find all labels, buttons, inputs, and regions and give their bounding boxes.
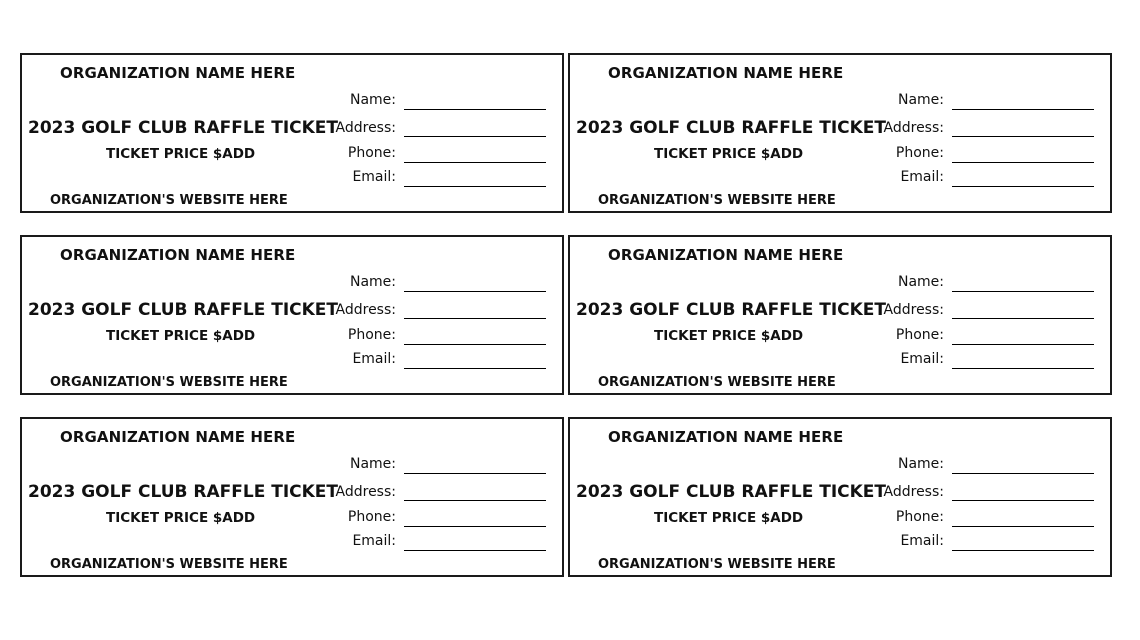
address-label: Address:: [335, 302, 396, 318]
email-line[interactable]: [404, 535, 546, 551]
organization-website: ORGANIZATION'S WEBSITE HERE: [50, 193, 288, 208]
address-label: Address:: [883, 302, 944, 318]
organization-name: ORGANIZATION NAME HERE: [60, 64, 296, 82]
email-line[interactable]: [404, 353, 546, 369]
ticket-title: 2023 GOLF CLUB RAFFLE TICKET: [576, 482, 887, 502]
ticket-title: 2023 GOLF CLUB RAFFLE TICKET: [576, 118, 887, 138]
ticket-title: 2023 GOLF CLUB RAFFLE TICKET: [28, 118, 339, 138]
ticket-title: 2023 GOLF CLUB RAFFLE TICKET: [28, 300, 339, 320]
phone-label: Phone:: [347, 327, 396, 343]
email-line[interactable]: [952, 353, 1094, 369]
address-line[interactable]: [404, 485, 546, 501]
raffle-ticket: [568, 53, 1112, 213]
phone-label: Phone:: [895, 509, 944, 525]
organization-name: ORGANIZATION NAME HERE: [60, 428, 296, 446]
email-label: Email:: [352, 351, 396, 367]
address-label: Address:: [335, 484, 396, 500]
phone-line[interactable]: [952, 511, 1094, 527]
address-line[interactable]: [952, 303, 1094, 319]
address-line[interactable]: [952, 121, 1094, 137]
name-label: Name:: [897, 274, 944, 290]
name-line[interactable]: [404, 94, 546, 110]
raffle-ticket: [20, 53, 564, 213]
organization-website: ORGANIZATION'S WEBSITE HERE: [598, 557, 836, 572]
organization-website: ORGANIZATION'S WEBSITE HERE: [50, 375, 288, 390]
organization-website: ORGANIZATION'S WEBSITE HERE: [598, 375, 836, 390]
organization-name: ORGANIZATION NAME HERE: [608, 246, 844, 264]
name-label: Name:: [349, 274, 396, 290]
name-line[interactable]: [952, 276, 1094, 292]
address-label: Address:: [883, 484, 944, 500]
address-line[interactable]: [952, 485, 1094, 501]
name-line[interactable]: [952, 94, 1094, 110]
name-label: Name:: [897, 456, 944, 472]
name-label: Name:: [897, 92, 944, 108]
ticket-title: 2023 GOLF CLUB RAFFLE TICKET: [576, 300, 887, 320]
ticket-price: TICKET PRICE $ADD: [106, 328, 256, 344]
phone-label: Phone:: [347, 145, 396, 161]
email-label: Email:: [352, 169, 396, 185]
raffle-ticket: [20, 417, 564, 577]
email-line[interactable]: [404, 171, 546, 187]
organization-name: ORGANIZATION NAME HERE: [60, 246, 296, 264]
ticket-price: TICKET PRICE $ADD: [654, 328, 804, 344]
raffle-ticket: [20, 235, 564, 395]
phone-line[interactable]: [404, 329, 546, 345]
address-line[interactable]: [404, 121, 546, 137]
name-line[interactable]: [404, 276, 546, 292]
raffle-ticket: [568, 235, 1112, 395]
email-label: Email:: [352, 533, 396, 549]
address-label: Address:: [335, 120, 396, 136]
phone-label: Phone:: [895, 327, 944, 343]
organization-name: ORGANIZATION NAME HERE: [608, 428, 844, 446]
ticket-price: TICKET PRICE $ADD: [654, 146, 804, 162]
email-label: Email:: [900, 169, 944, 185]
phone-line[interactable]: [952, 329, 1094, 345]
address-label: Address:: [883, 120, 944, 136]
phone-line[interactable]: [404, 511, 546, 527]
name-line[interactable]: [952, 458, 1094, 474]
phone-line[interactable]: [952, 147, 1094, 163]
address-line[interactable]: [404, 303, 546, 319]
ticket-price: TICKET PRICE $ADD: [654, 510, 804, 526]
phone-line[interactable]: [404, 147, 546, 163]
organization-website: ORGANIZATION'S WEBSITE HERE: [50, 557, 288, 572]
ticket-price: TICKET PRICE $ADD: [106, 510, 256, 526]
organization-name: ORGANIZATION NAME HERE: [608, 64, 844, 82]
name-line[interactable]: [404, 458, 546, 474]
phone-label: Phone:: [895, 145, 944, 161]
email-line[interactable]: [952, 535, 1094, 551]
phone-label: Phone:: [347, 509, 396, 525]
email-label: Email:: [900, 351, 944, 367]
email-line[interactable]: [952, 171, 1094, 187]
email-label: Email:: [900, 533, 944, 549]
organization-website: ORGANIZATION'S WEBSITE HERE: [598, 193, 836, 208]
name-label: Name:: [349, 456, 396, 472]
name-label: Name:: [349, 92, 396, 108]
ticket-price: TICKET PRICE $ADD: [106, 146, 256, 162]
raffle-ticket: [568, 417, 1112, 577]
ticket-title: 2023 GOLF CLUB RAFFLE TICKET: [28, 482, 339, 502]
